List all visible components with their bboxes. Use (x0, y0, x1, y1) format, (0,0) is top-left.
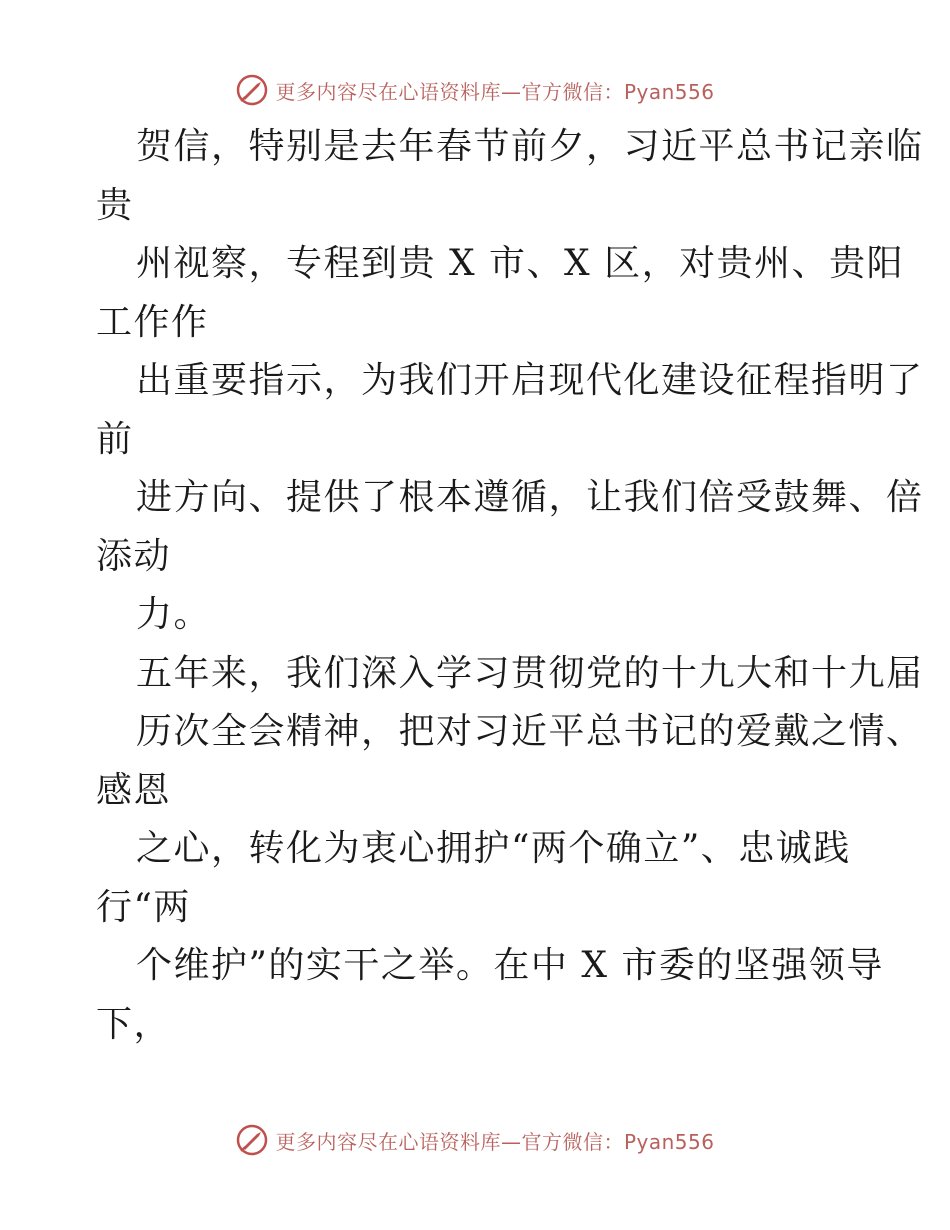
watermark-header (0, 70, 950, 110)
text-line: 贵 (96, 184, 134, 226)
text-line: 下， (96, 1003, 172, 1045)
text-line: 进方向、提供了根本遵循，让我们倍受鼓舞、倍 (136, 477, 924, 518)
watermark-text: 更多内容尽在心语资料库—官方微信：Pyan556 (275, 1129, 715, 1154)
text-line: 出重要指示，为我们开启现代化建设征程指明了 (136, 360, 924, 401)
quill-pen-logo-icon (235, 73, 269, 107)
text-line: 个维护”的实干之举。在中 X 市委的坚强领导 (136, 945, 884, 986)
text-line: 添动 (96, 535, 172, 577)
text-line: 州视察，专程到贵 X 市、X 区，对贵州、贵阳 (136, 243, 905, 284)
watermark-footer (0, 1120, 950, 1160)
text-line: 历次全会精神，把对习近平总书记的爱戴之情、 (136, 711, 924, 752)
text-line: 贺信，特别是去年春节前夕，习近平总书记亲临 (136, 126, 924, 167)
watermark-text: 更多内容尽在心语资料库—官方微信：Pyan556 (275, 79, 715, 104)
quill-pen-logo-icon (235, 1123, 269, 1157)
text-line: 力。 (136, 594, 212, 635)
text-line: 五年来，我们深入学习贯彻党的十九大和十九届 (136, 652, 924, 694)
text-line: 工作作 (96, 301, 209, 343)
text-line: 行“两 (96, 886, 191, 928)
document-body (96, 118, 924, 1054)
text-line: 感恩 (96, 769, 172, 811)
text-line: 之心，转化为衷心拥护“两个确立”、忠诚践 (136, 828, 851, 869)
text-line: 前 (96, 418, 134, 460)
